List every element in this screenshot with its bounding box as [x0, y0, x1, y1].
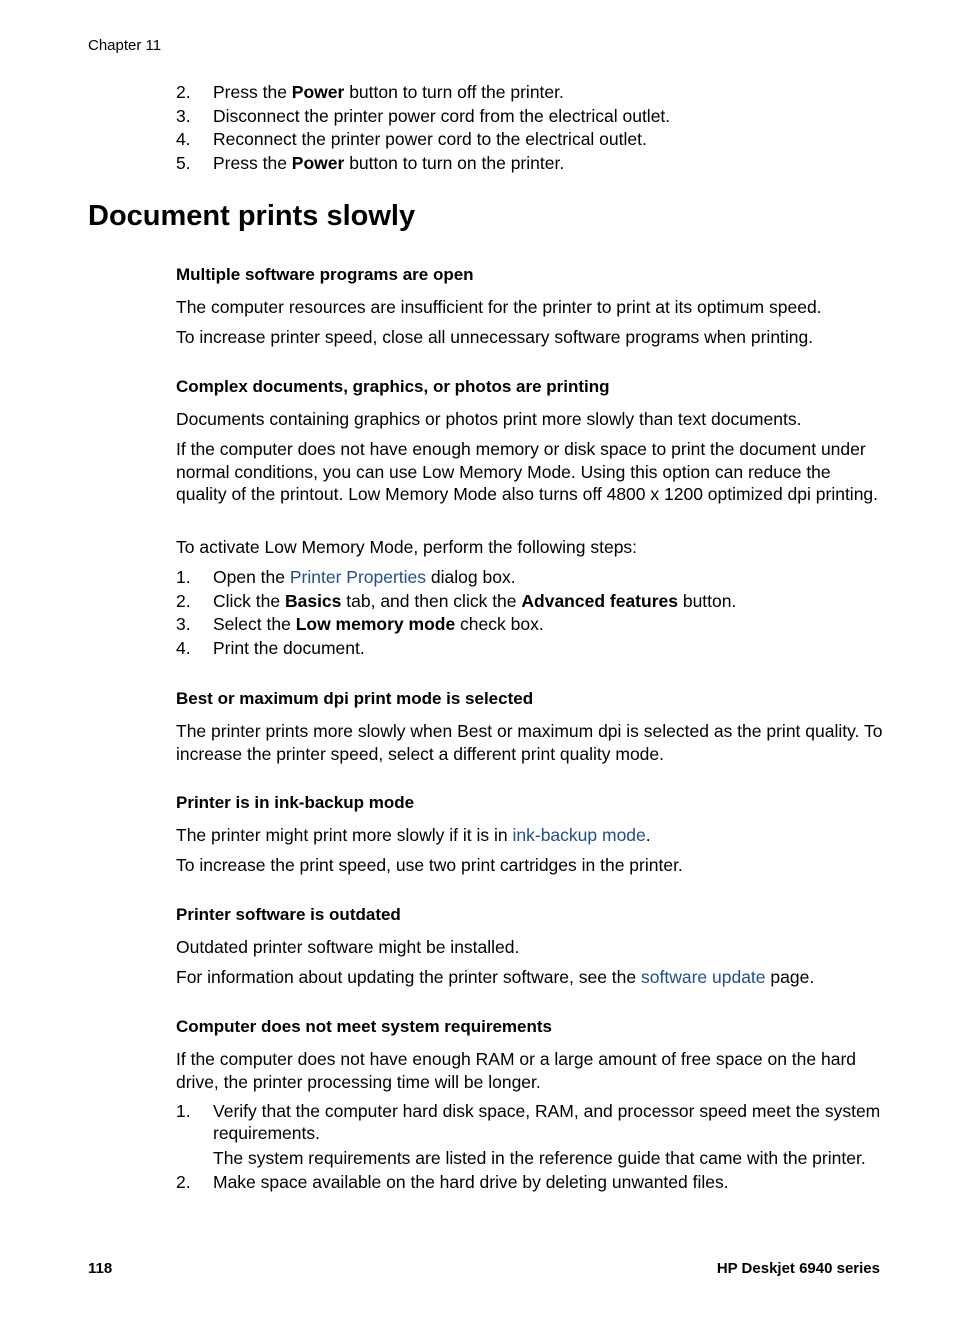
step-number: 1.: [176, 567, 191, 587]
product-name: HP Deskjet 6940 series: [716, 1260, 880, 1277]
step-number: 4.: [176, 129, 191, 149]
paragraph: The computer resources are insufficient for the printer to print at its optimum speed.: [176, 297, 822, 317]
section-heading-complex-documents: Complex documents, graphics, or photos are printing: [176, 377, 610, 396]
list-item: 3. Select the Low memory mode check box.: [176, 614, 544, 634]
printer-properties-link[interactable]: Printer Properties: [289, 567, 427, 587]
paragraph: To increase printer speed, close all unnecessary software programs when printing.: [176, 327, 814, 347]
top-steps-list: [176, 81, 883, 175]
page-number: 118: [88, 1260, 113, 1277]
step-number: 2.: [176, 1172, 191, 1192]
paragraph: For information about updating the printer software, see the software update page.: [176, 967, 815, 987]
paragraph: If the computer does not have enough memory or disk space to print the document under normal conditions, you can use Low Memory Mode. Using this option can reduce the quality of the printout. Low Memory Mode also turns off 4800 x 1200 optimized dpi printing.: [176, 439, 879, 504]
section-heading-best-dpi: Best or maximum dpi print mode is selected: [176, 689, 534, 708]
step-number: 3.: [176, 105, 191, 126]
paragraph: To activate Low Memory Mode, perform the following steps:: [176, 537, 638, 557]
list-item: 5. Press the Power button to turn on the printer.: [176, 152, 565, 173]
list-item: 4. Print the document.: [176, 637, 365, 658]
list-item: 2. Press the Power button to turn off the printer.: [176, 82, 564, 102]
step-number: 3.: [176, 614, 191, 634]
step-number: 2.: [176, 82, 191, 102]
list-item: 3. Disconnect the printer power cord from the electrical outlet.: [176, 105, 671, 126]
step-number: 2.: [176, 590, 191, 611]
paragraph: If the computer does not have enough RAM or a large amount of free space on the hard drive, the printer processing time will be longer.: [176, 1049, 857, 1092]
paragraph: To increase the print speed, use two print cartridges in the printer.: [176, 855, 683, 875]
ink-backup-mode-link[interactable]: ink-backup mode: [512, 825, 646, 845]
low-memory-steps-list: [176, 566, 883, 660]
list-item: 1. Verify that the computer hard disk space, RAM, and processor speed meet the system requirements. The system requirements are listed in the reference guide that came with the printer.: [176, 1100, 883, 1169]
step-number: 5.: [176, 152, 191, 173]
chapter-header: Chapter 11: [88, 37, 162, 54]
list-item: 4. Reconnect the printer power cord to the electrical outlet.: [176, 129, 647, 149]
step-number: 1.: [176, 1101, 191, 1121]
section-heading-multiple-programs: Multiple software programs are open: [176, 265, 474, 284]
step-number: 4.: [176, 637, 191, 658]
page-title: Document prints slowly: [88, 200, 416, 232]
software-update-link[interactable]: software update: [641, 967, 766, 987]
paragraph: Documents containing graphics or photos print more slowly than text documents.: [176, 409, 802, 429]
section-heading-system-requirements: Computer does not meet system requirements: [176, 1017, 552, 1036]
list-item: 2. Click the Basics tab, and then click the Advanced features button.: [176, 590, 737, 611]
paragraph: Outdated printer software might be installed.: [176, 937, 520, 957]
list-item: 1. Open the Printer Properties dialog box.: [176, 567, 516, 587]
list-item: 2. Make space available on the hard drive by deleting unwanted files.: [176, 1172, 729, 1192]
section-heading-outdated-software: Printer software is outdated: [176, 905, 401, 924]
system-requirements-steps-list: [176, 1100, 883, 1195]
paragraph: The printer prints more slowly when Best or maximum dpi is selected as the print quality. To increase the printer speed, select a different print quality mode.: [176, 721, 883, 764]
step-note: The system requirements are listed in the reference guide that came with the printer.: [213, 1148, 866, 1168]
paragraph: The printer might print more slowly if it is in ink-backup mode.: [176, 825, 651, 845]
section-heading-ink-backup: Printer is in ink-backup mode: [176, 793, 415, 812]
